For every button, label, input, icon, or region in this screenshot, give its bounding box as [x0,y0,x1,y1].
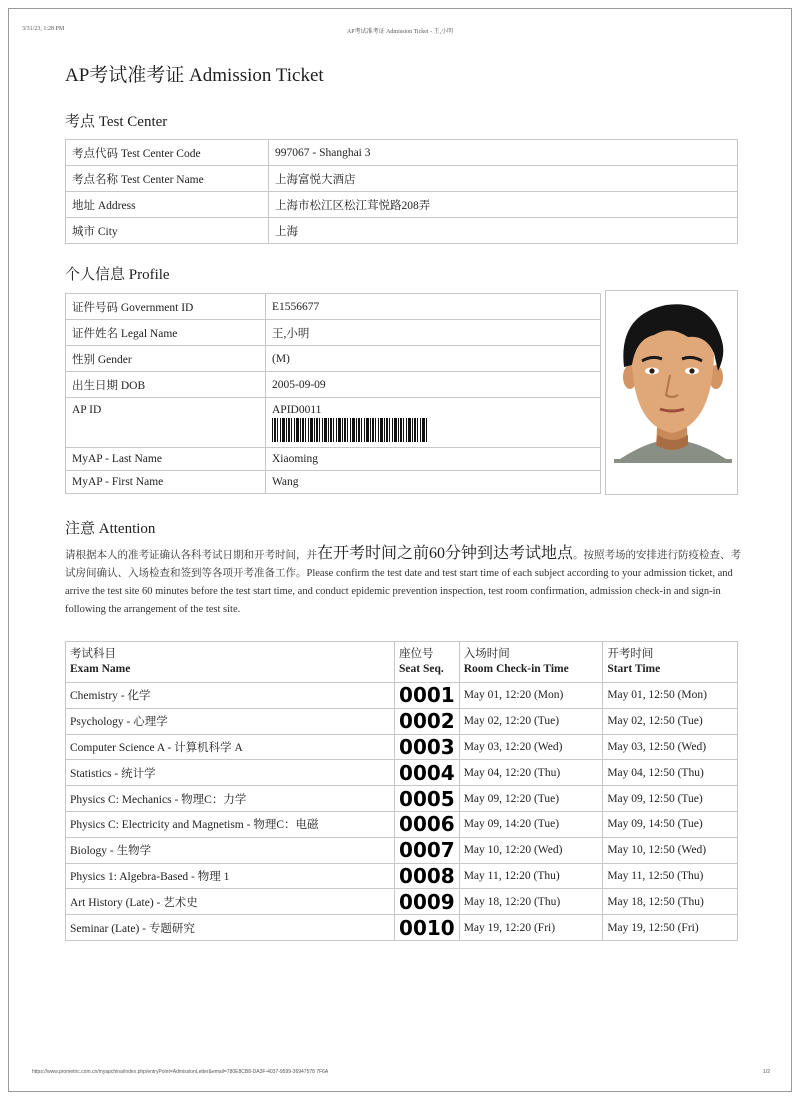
col-exam-name [66,642,395,683]
table-row [66,166,738,192]
field-value: APID0011 [272,404,322,416]
attention-heading: 注意 Attention [65,521,156,537]
table-row [66,346,601,372]
field-value: 上海 [269,218,738,244]
checkin-time: May 04, 12:20 (Thu) [459,760,603,786]
seat-number: 0008 [395,863,460,889]
attention-text-pre: 请根据本人的准考证确认各科考试日期和开考时间，并 [65,550,317,561]
attention-text-post: 。按照考场的安排进行防疫检查、考试房间确认、入场检查和签到等各项开考准备工作。Please confirm the test date and test start time of each subject according to your admission ticket, and arrive the test site 60 minutes before the test start time, and conduct epidemic prevention inspection, test room confirmation, admission check-in and sign-in following the arrangement of the test site. [65,550,742,615]
field-label: 考点代码 Test Center Code [66,140,269,166]
seat-number: 0006 [395,811,460,837]
col-header-cn: 开考时间 [607,648,654,660]
profile-heading: 个人信息 Profile [65,267,170,283]
table-row [66,837,738,863]
exam-name: Chemistry - 化学 [66,683,395,709]
seat-number: 0002 [395,708,460,734]
print-date: 3/31/23, 1:28 PM [22,26,65,32]
start-time: May 18, 12:50 (Thu) [603,889,738,915]
table-row [66,889,738,915]
checkin-time: May 09, 12:20 (Tue) [459,786,603,812]
seat-number: 0001 [395,683,460,709]
field-label: 证件号码 Government ID [66,294,266,320]
table-row [66,372,601,398]
seat-number: 0004 [395,760,460,786]
checkin-time: May 10, 12:20 (Wed) [459,837,603,863]
field-label: MyAP - First Name [66,471,266,494]
table-row [66,760,738,786]
seat-number: 0007 [395,837,460,863]
table-row [66,294,601,320]
table-row [66,448,601,471]
table-row [66,398,601,448]
start-time: May 04, 12:50 (Thu) [603,760,738,786]
checkin-time: May 01, 12:20 (Mon) [459,683,603,709]
profile-table [65,293,601,494]
field-label: 出生日期 DOB [66,372,266,398]
seat-number: 0003 [395,734,460,760]
col-header-cn: 考试科目 [70,648,116,660]
checkin-time: May 03, 12:20 (Wed) [459,734,603,760]
table-row [66,192,738,218]
apid-cell [266,398,601,448]
print-header [22,26,778,38]
field-value: 上海市松江区松江茸悦路208弄 [269,192,738,218]
exam-name: Physics C: Mechanics - 物理C：力学 [66,786,395,812]
table-row [66,683,738,709]
page-number: 1/2 [763,1069,770,1075]
table-row [66,320,601,346]
table-row [66,708,738,734]
field-label: 证件姓名 Legal Name [66,320,266,346]
start-time: May 01, 12:50 (Mon) [603,683,738,709]
field-label: 考点名称 Test Center Name [66,166,269,192]
start-time: May 19, 12:50 (Fri) [603,915,738,941]
exam-name: Seminar (Late) - 专题研究 [66,915,395,941]
field-value: 997067 - Shanghai 3 [269,140,738,166]
checkin-time: May 11, 12:20 (Thu) [459,863,603,889]
attention-text [65,545,741,619]
exam-name: Biology - 生物学 [66,837,395,863]
table-row [66,786,738,812]
field-label: 地址 Address [66,192,269,218]
exam-name: Art History (Late) - 艺术史 [66,889,395,915]
table-row [66,218,738,244]
test-center-heading: 考点 Test Center [65,114,168,130]
table-row [66,811,738,837]
table-row [66,471,601,494]
start-time: May 09, 12:50 (Tue) [603,786,738,812]
table-row [66,863,738,889]
exam-name: Physics 1: Algebra-Based - 物理 1 [66,863,395,889]
checkin-time: May 19, 12:20 (Fri) [459,915,603,941]
col-checkin [459,642,603,683]
field-value: 上海富悦大酒店 [269,166,738,192]
start-time: May 10, 12:50 (Wed) [603,837,738,863]
col-header-cn: 入场时间 [463,648,510,660]
exam-name: Statistics - 统计学 [66,760,395,786]
seat-number: 0009 [395,889,460,915]
field-label: 城市 City [66,218,269,244]
seat-number: 0010 [395,915,460,941]
field-value: 王,小明 [266,320,601,346]
avatar [610,295,734,491]
col-seat [395,642,460,683]
exam-name: Computer Science A - 计算机科学 A [66,734,395,760]
col-header-en: Room Check-in Time [463,663,569,675]
col-header-cn: 座位号 [399,648,434,660]
exam-table [65,641,738,941]
print-footer [32,1069,772,1079]
attention-text-emphasis: 在开考时间之前60分钟到达考试地点 [317,545,574,562]
table-row [66,915,738,941]
field-value: Xiaoming [266,448,601,471]
exam-table-header [66,642,738,683]
seat-number: 0005 [395,786,460,812]
field-value: E1556677 [266,294,601,320]
field-label: MyAP - Last Name [66,448,266,471]
start-time: May 03, 12:50 (Wed) [603,734,738,760]
print-url[interactable]: https://www.prometric.com.cn/myapchina/index.php/entryPoint=AdmissionLetter&email=780E8CB8-DA3F-4037-9599-36947578 7F6A [32,1069,329,1075]
field-value: 2005-09-09 [266,372,601,398]
col-header-en: Seat Seq. [399,663,444,675]
checkin-time: May 18, 12:20 (Thu) [459,889,603,915]
profile-photo [605,290,738,495]
field-value: Wang [266,471,601,494]
field-value: (M) [266,346,601,372]
start-time: May 09, 14:50 (Tue) [603,811,738,837]
table-row [66,140,738,166]
print-title: AP考试准考证 Admission Ticket - 王,小明 [346,29,454,35]
start-time: May 11, 12:50 (Thu) [603,863,738,889]
test-center-table [65,139,738,244]
col-header-en: Exam Name [70,663,131,675]
field-label: AP ID [66,398,266,448]
checkin-time: May 02, 12:20 (Tue) [459,708,603,734]
start-time: May 02, 12:50 (Tue) [603,708,738,734]
checkin-time: May 09, 14:20 (Tue) [459,811,603,837]
barcode [272,418,427,442]
exam-name: Psychology - 心理学 [66,708,395,734]
exam-name: Physics C: Electricity and Magnetism - 物理C：电磁 [66,811,395,837]
table-row [66,734,738,760]
col-start [603,642,738,683]
col-header-en: Start Time [607,663,661,675]
page-title: AP考试准考证 Admission Ticket [65,65,324,86]
field-label: 性别 Gender [66,346,266,372]
